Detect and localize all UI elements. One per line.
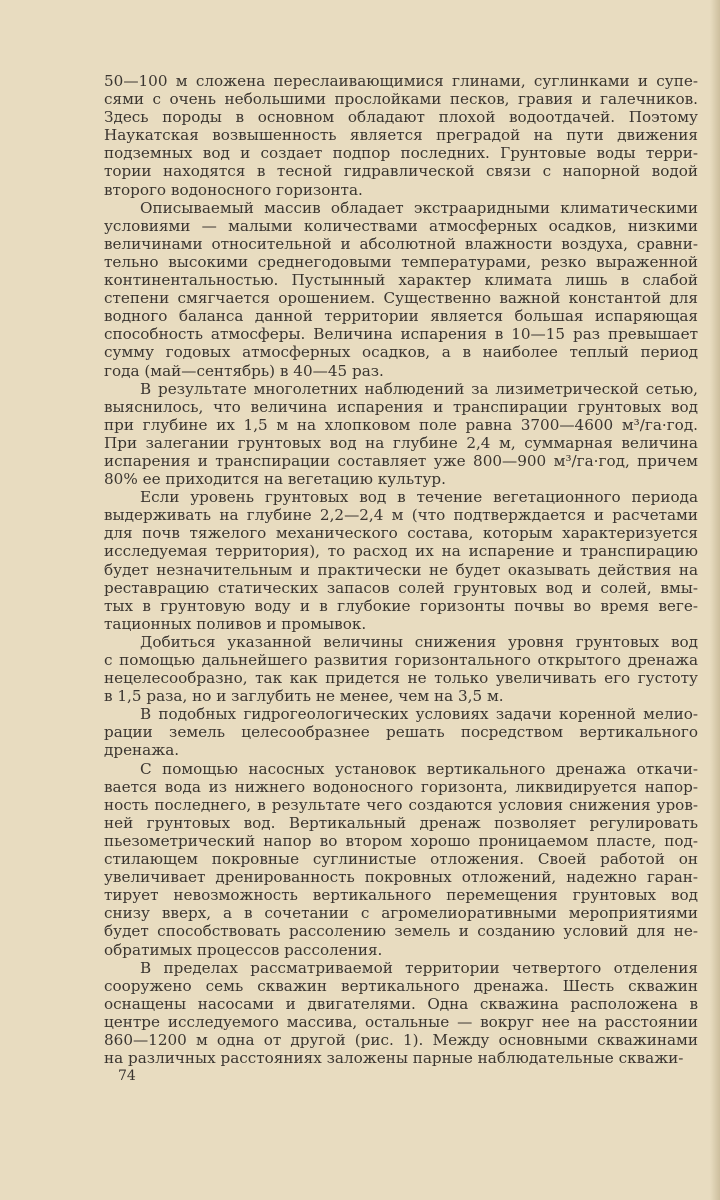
text-line: рации земель целесообразнее решать посредством вертикального: [104, 723, 698, 742]
paragraph: [104, 959, 698, 1068]
text-line: Здесь породы в основном обладают плохой водоотдачей. Поэтому: [104, 108, 698, 127]
text-line: ность последнего, в результате чего создаются условия снижения уров-: [104, 795, 698, 814]
text-line: 860—1200 м одна от другой (рис. 1). Между основными скважинами: [104, 1030, 698, 1049]
text-line: 50—100 м сложена переслаивающимися глинами, суглинками и супе-: [104, 72, 698, 90]
text-line: тельно высокими среднегодовыми температурами, резко выраженной: [104, 252, 698, 271]
text-line: оснащены насосами и двигателями. Одна скважина расположена в: [104, 994, 698, 1013]
text-line: условиями — малыми количествами атмосферных осадков, низкими: [104, 216, 698, 235]
paragraph: [104, 760, 698, 959]
body-text: [104, 72, 698, 1067]
text-line: стилающем покровные суглинистые отложения. Своей работой он: [104, 850, 698, 869]
text-line: тых в грунтовую воду и в глубокие горизонты почвы во время веге-: [104, 596, 698, 615]
text-line: нецелесообразно, так как придется не только увеличивать его густоту: [104, 669, 698, 688]
paragraph: [104, 488, 698, 633]
text-line: континентальностью. Пустынный характер климата лишь в слабой: [104, 271, 698, 290]
text-line: 80% ее приходится на вегетацию культур.: [104, 470, 446, 489]
text-line: второго водоносного горизонта.: [104, 180, 363, 199]
paragraph: [104, 705, 698, 759]
text-line: при глубине их 1,5 м на хлопковом поле равна 3700—4600 м³/га·год.: [104, 415, 698, 434]
text-line: снизу вверх, а в сочетании с агромелиоративными мероприятиями: [104, 904, 698, 923]
text-line: увеличивает дренированность покровных отложений, надежно гаран-: [104, 868, 698, 887]
text-line: сооружено семь скважин вертикального дренажа. Шесть скважин: [104, 976, 698, 995]
text-line: для почв тяжелого механического состава, которым характеризуется: [104, 524, 698, 543]
text-line: Наукатская возвышенность является преградой на пути движения: [104, 126, 698, 145]
text-line: тории находятся в тесной гидравлической связи с напорной водой: [104, 162, 698, 181]
text-line: выдерживать на глубине 2,2—2,4 м (что подтверждается и расчетами: [104, 506, 698, 525]
text-line: с помощью дальнейшего развития горизонтального открытого дренажа: [104, 651, 698, 669]
page-edge: [710, 0, 720, 1200]
paragraph: [104, 199, 698, 380]
text-line: будет незначительным и практически не будет оказывать действия на: [104, 560, 698, 579]
text-line: величинами относительной и абсолютной влажности воздуха, сравни-: [104, 234, 698, 253]
text-line: реставрацию статических запасов солей грунтовых вод и солей, вмы-: [104, 578, 698, 597]
text-line: испарения и транспирации составляет уже 800—900 м³/га·год, причем: [104, 451, 698, 470]
text-line: подземных вод и создает подпор последних. Грунтовые воды терри-: [104, 144, 698, 163]
text-line: исследуемая территория), то расход их на испарение и транспирацию: [104, 542, 698, 561]
text-line: пьезометрический напор во втором хорошо проницаемом пласте, под-: [104, 831, 698, 850]
paragraph: [104, 72, 698, 199]
text-line: центре исследуемого массива, остальные — вокруг нее на расстоянии: [104, 1012, 698, 1031]
text-line: сями с очень небольшими прослойками песков, гравия и галечников.: [104, 90, 698, 109]
text-line: тирует невозможность вертикального перемещения грунтовых вод: [104, 886, 698, 905]
paragraph: [104, 380, 698, 489]
paragraph: [104, 633, 698, 705]
text-line: дренажа.: [104, 741, 180, 760]
text-line: В результате многолетних наблюдений за лизиметрической сетью,: [140, 379, 698, 398]
text-line: ней грунтовых вод. Вертикальный дренаж позволяет регулировать: [104, 813, 698, 832]
text-line: тационных поливов и промывок.: [104, 614, 367, 633]
text-line: В пределах рассматриваемой территории четвертого отделения: [140, 958, 698, 977]
text-line: сумму годовых атмосферных осадков, а в наиболее теплый период: [104, 343, 698, 362]
text-line: способность атмосферы. Величина испарения в 10—15 раз превышает: [104, 325, 698, 344]
text-line: вается вода из нижнего водоносного горизонта, ликвидируется напор-: [104, 777, 698, 796]
text-line: степени смягчается орошением. Существенно важной константой для: [104, 289, 698, 308]
text-line: С помощью насосных установок вертикального дренажа откачи-: [140, 759, 698, 778]
page-number: 74: [118, 1068, 136, 1084]
text-line: на различных расстояниях заложены парные наблюдательные скважи-: [104, 1049, 684, 1068]
text-line: При залегании грунтовых вод на глубине 2,4 м, суммарная величина: [104, 433, 698, 452]
text-line: в 1,5 раза, но и заглубить не менее, чем на 3,5 м.: [104, 687, 504, 706]
text-line: Описываемый массив обладает экстрааридными климатическими: [140, 198, 698, 217]
text-line: обратимых процессов рассоления.: [104, 940, 383, 959]
text-line: водного баланса данной территории является большая испаряющая: [104, 307, 698, 326]
text-line: выяснилось, что величина испарения и транспирации грунтовых вод: [104, 397, 698, 416]
text-line: Добиться указанной величины снижения уровня грунтовых вод: [140, 632, 698, 651]
text-line: будет способствовать рассолению земель и созданию условий для не-: [104, 922, 698, 941]
text-line: года (май—сентябрь) в 40—45 раз.: [104, 361, 384, 380]
text-line: Если уровень грунтовых вод в течение вегетационного периода: [140, 488, 698, 507]
text-line: В подобных гидрогеологических условиях задачи коренной мелио-: [140, 705, 698, 724]
